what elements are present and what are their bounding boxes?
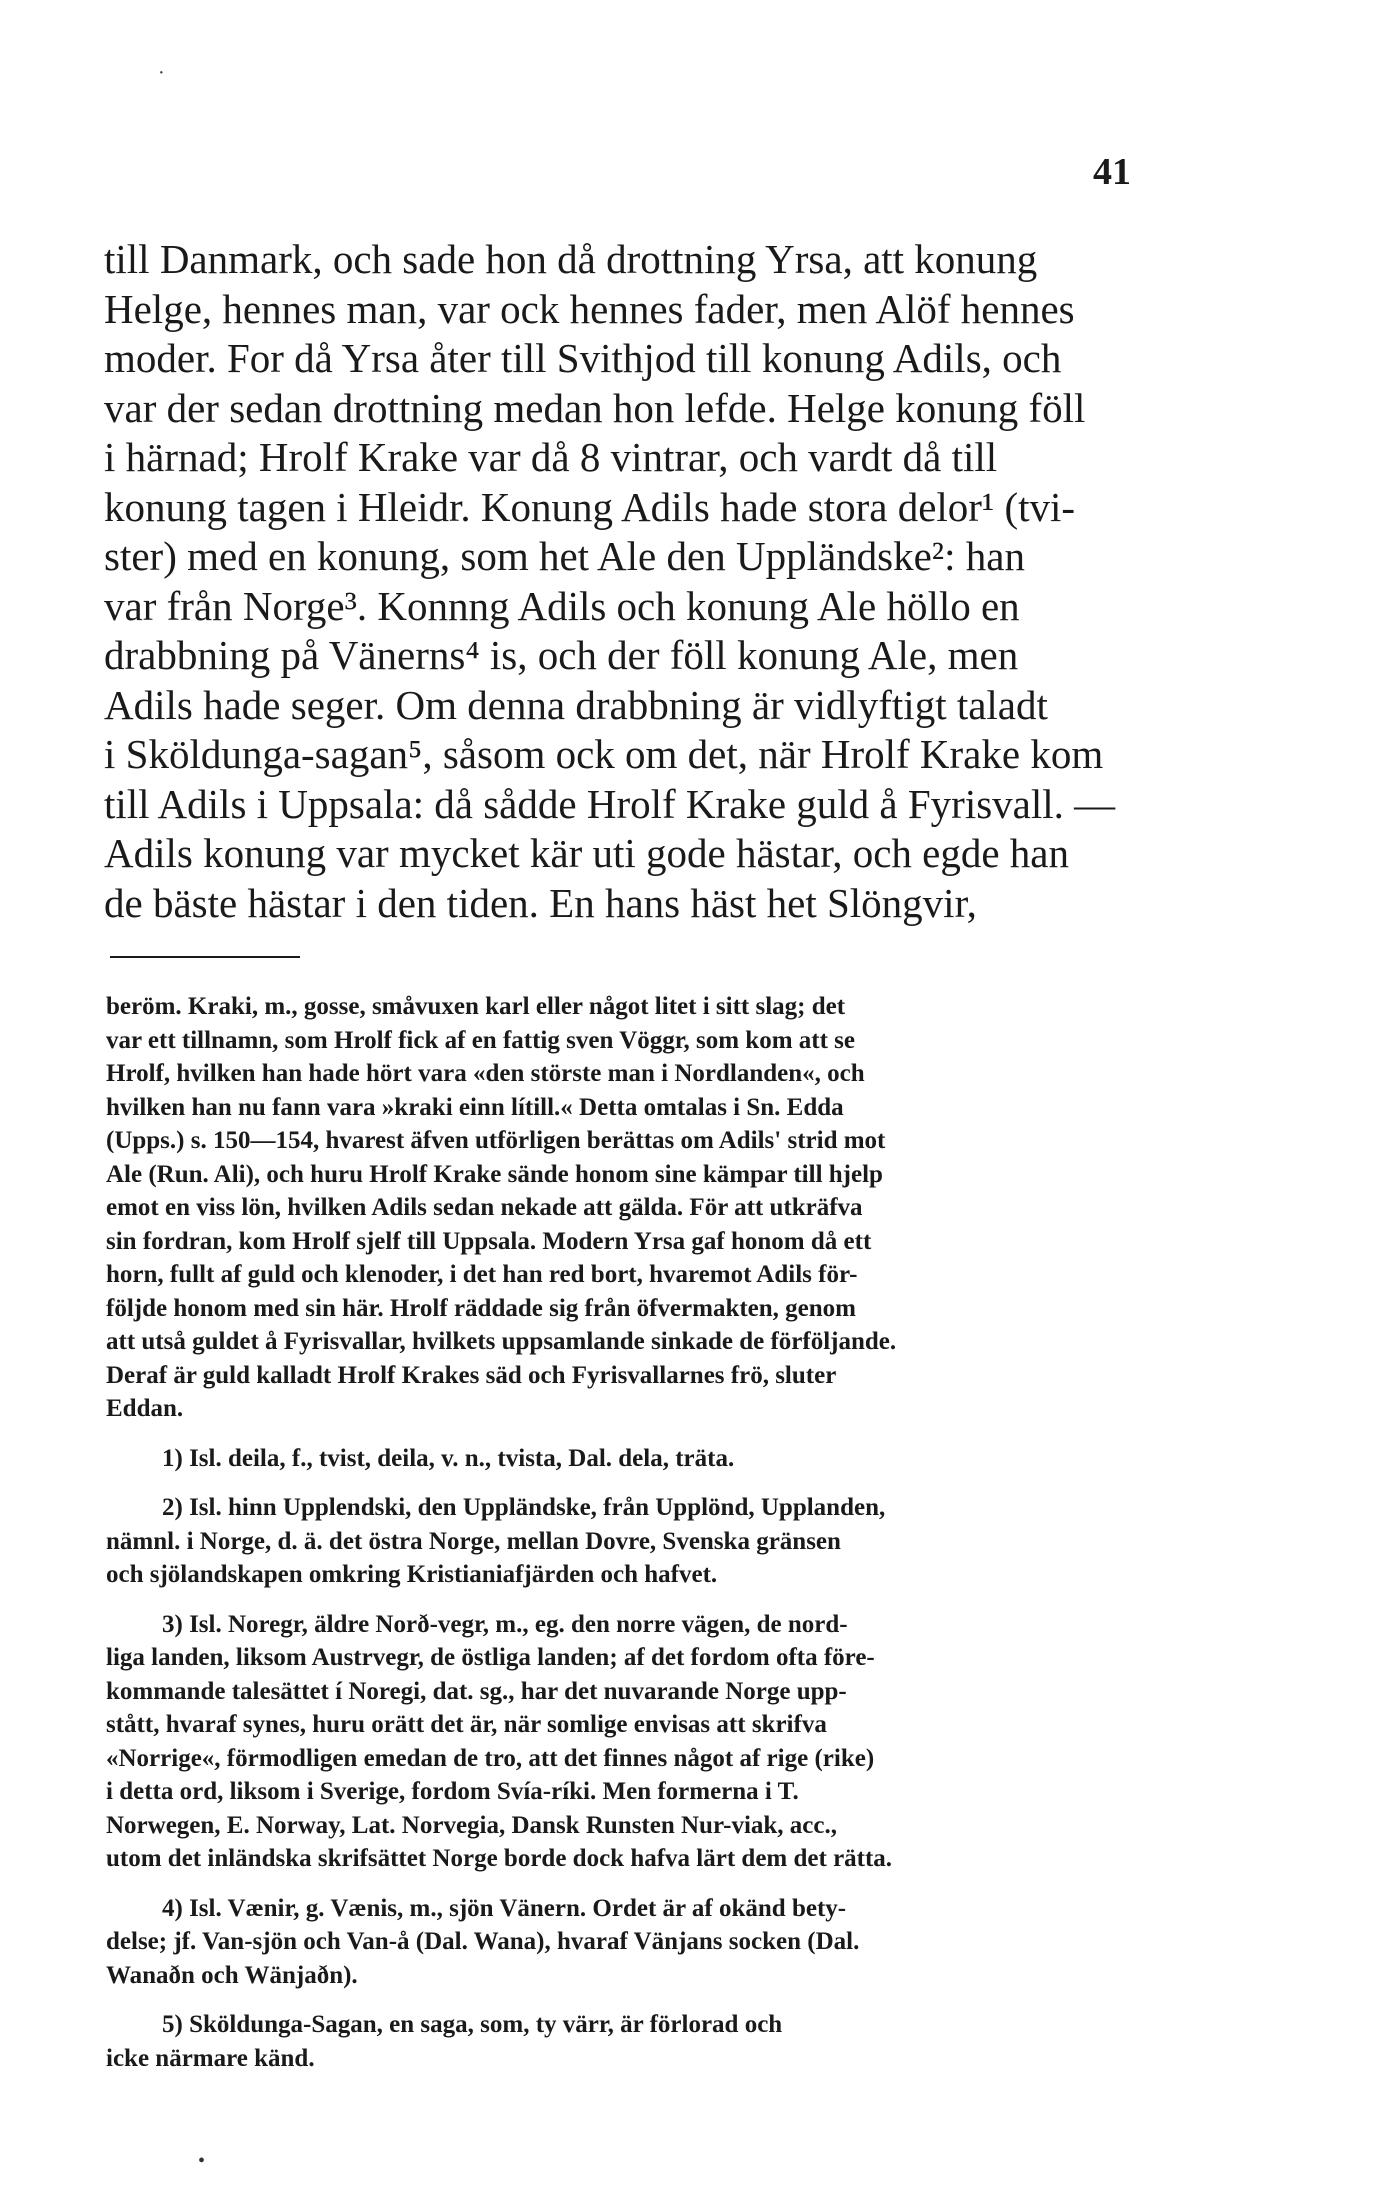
footnote-3-line: i detta ord, liksom i Sverige, fordom Svía-ríki. Men formerna i T.: [106, 1778, 799, 1805]
body-text-line: var från Norge³. Konnng Adils och konung Ale höllo en: [104, 582, 1020, 629]
footnote-spacer: [106, 1592, 1178, 1608]
footnote-continuation-line: följde honom med sin här. Hrolf räddade sig från öfvermakten, genom: [106, 1294, 856, 1322]
body-text-line: till Adils i Uppsala: då sådde Hrolf Krake guld å Fyrisvall. —: [104, 780, 1116, 827]
footnote-continuation-line: Ale (Run. Ali), och huru Hrolf Krake sände honom sine kämpar till hjelp: [106, 1160, 883, 1188]
body-text-line: moder. For då Yrsa åter till Svithjod till konung Adils, och: [104, 335, 1062, 381]
footnote-2-line: nämnl. i Norge, d. ä. det östra Norge, mellan Dovre, Svenska gränsen: [106, 1527, 841, 1555]
footnote-4-line: Wanaðn och Wänjaðn).: [106, 1961, 358, 1989]
footnote-3-line: liga landen, liksom Austrvegr, de östliga landen; af det fordom ofta före-: [106, 1644, 875, 1671]
footnote-continuation-line: Hrolf, hvilken han hade hört vara «den störste man i Nordlanden«, och: [106, 1060, 865, 1087]
footnote-spacer: [106, 1426, 1178, 1442]
footnote-separator-rule: [110, 956, 300, 958]
footnote-1-line: 1) Isl. deila, f., tvist, deila, v. n., tvista, Dal. dela, träta.: [162, 1444, 735, 1472]
body-text-line: till Danmark, och sade hon då drottning Yrsa, att konung: [104, 236, 1038, 282]
footnote-continuation-line: Eddan.: [106, 1395, 184, 1422]
footnote-2-line: och sjölandskapen omkring Kristianiafjärden och hafvet.: [106, 1561, 718, 1588]
body-text-line: Adils hade seger. Om denna drabbning är vidlyftigt taladt: [104, 681, 1048, 728]
footnote-2-line: 2) Isl. hinn Upplendski, den Uppländske, från Upplönd, Upplanden,: [162, 1494, 886, 1521]
footnote-continuation-line: emot en viss lön, hvilken Adils sedan nekade att gälda. För att utkräfva: [106, 1194, 863, 1221]
footnote-continuation-line: sin fordran, kom Hrolf sjelf till Uppsala. Modern Yrsa gaf honom då ett: [106, 1227, 872, 1255]
footnote-4-line: delse; jf. Van-sjön och Van-å (Dal. Wana), hvaraf Vänjans socken (Dal.: [106, 1928, 860, 1955]
footnote-continuation-line: hvilken han nu fann vara »kraki einn lítill.« Detta omtalas i Sn. Edda: [106, 1093, 844, 1121]
footnote-3-line: utom det inländska skrifsättet Norge borde dock hafva lärt dem det rätta.: [106, 1845, 893, 1872]
speck-mark: ·: [158, 62, 165, 84]
body-text-line: Adils konung var mycket kär uti gode hästar, och egde han: [104, 830, 1070, 876]
main-text: [104, 235, 1179, 928]
page-number: 41: [1093, 151, 1131, 193]
footnote-spacer: [106, 1992, 1178, 2008]
body-text-line: i Sköldunga-sagan⁵, såsom ock om det, när Hrolf Krake kom: [104, 731, 1104, 777]
footnote-spacer: [106, 1475, 1178, 1491]
body-text-line: konung tagen i Hleidr. Konung Adils hade stora delor¹ (tvi-: [104, 483, 1076, 530]
footnote-3-line: Norwegen, E. Norway, Lat. Norvegia, Dansk Runsten Nur-viak, acc.,: [106, 1811, 837, 1839]
body-text-line: Helge, hennes man, var ock hennes fader, men Alöf hennes: [104, 285, 1075, 332]
body-text-line: de bäste hästar i den tiden. En hans häst het Slöngvir,: [104, 879, 977, 926]
footnote-continuation-line: horn, fullt af guld och klenoder, i det han red bort, hvaremot Adils för-: [106, 1261, 858, 1288]
footnote-continuation-line: var ett tillnamn, som Hrolf fick af en fattig sven Vöggr, som kom att se: [106, 1026, 856, 1054]
footnote-3-line: kommande talesättet í Noregi, dat. sg., har det nuvarande Norge upp-: [106, 1677, 847, 1705]
body-text-line: drabbning på Vänerns⁴ is, och der föll konung Ale, men: [104, 632, 1019, 678]
body-text-line: i härnad; Hrolf Krake var då 8 vintrar, och vardt då till: [104, 434, 998, 480]
footnote-spacer: [106, 1876, 1178, 1892]
footnote-5-line: icke närmare känd.: [106, 2044, 315, 2072]
footnote-3-line: 3) Isl. Noregr, äldre Norð-vegr, m., eg. den norre vägen, de nord-: [162, 1610, 848, 1638]
footnotes-block: [106, 990, 1178, 2075]
body-text-line: ster) med en konung, som het Ale den Uppländske²: han: [104, 533, 1025, 579]
footnote-4-line: 4) Isl. Vænir, g. Vænis, m., sjön Vänern. Ordet är af okänd bety-: [162, 1894, 847, 1922]
footnote-3-line: «Norrige«, förmodligen emedan de tro, att det finnes något af rige (rike): [106, 1744, 875, 1772]
footnote-continuation-line: beröm. Kraki, m., gosse, småvuxen karl eller något litet i sitt slag; det: [106, 993, 846, 1020]
footnote-continuation-line: Deraf är guld kalladt Hrolf Krakes säd och Fyrisvallarnes frö, sluter: [106, 1361, 837, 1389]
body-text-line: var der sedan drottning medan hon lefde. Helge konung föll: [104, 384, 1086, 431]
footnote-3-line: stått, hvaraf synes, huru orätt det är, när somlige envisas att skrifva: [106, 1711, 827, 1738]
footnote-continuation-line: att utså guldet å Fyrisvallar, hvilkets uppsamlande sinkade de förföljande.: [106, 1328, 897, 1355]
speck-mark: •: [198, 2150, 206, 2172]
footnote-5-line: 5) Sköldunga-Sagan, en saga, som, ty värr, är förlorad och: [162, 2011, 783, 2038]
footnote-continuation-line: (Upps.) s. 150—154, hvarest äfven utförligen berättas om Adils' strid mot: [106, 1127, 886, 1154]
